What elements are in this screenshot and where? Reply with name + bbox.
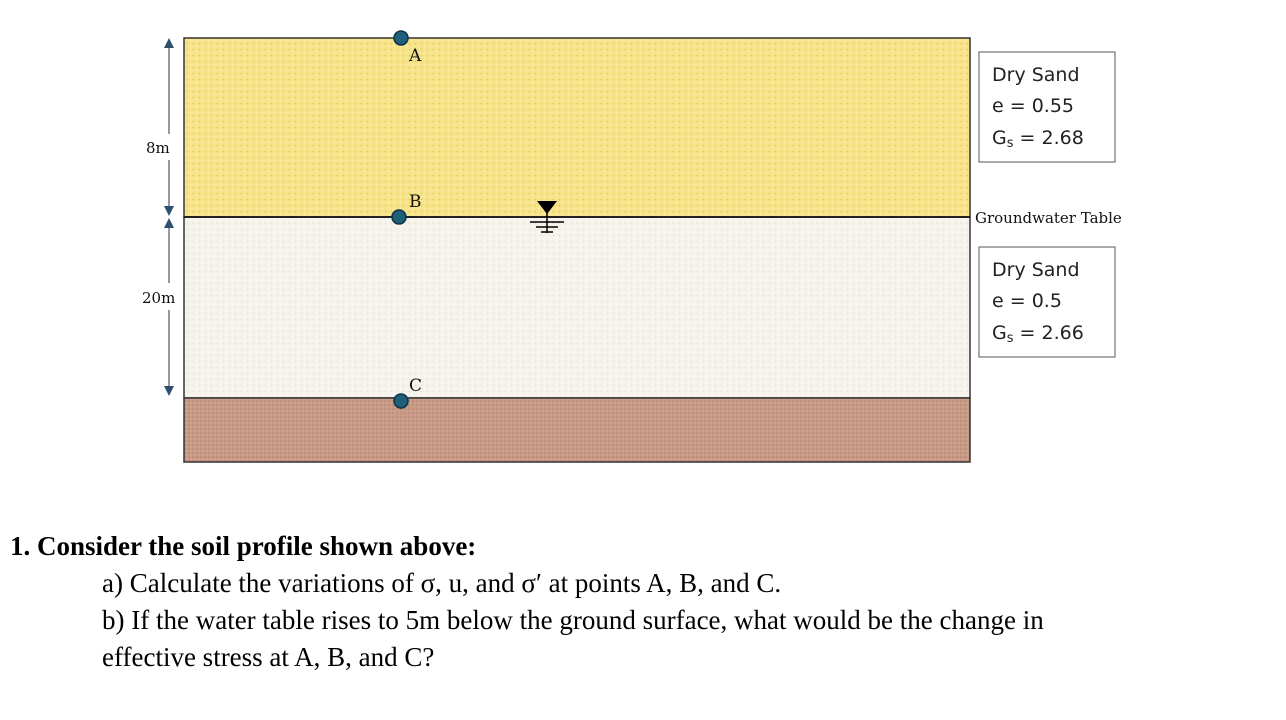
lower-layer-void-ratio: e = 0.5 — [992, 290, 1062, 312]
lower-layer-gs-value: = 2.66 — [1013, 322, 1084, 344]
bedrock-layer — [184, 398, 970, 462]
svg-text:Gs = 2.68 — [992, 127, 1084, 151]
arrow-up-icon — [164, 218, 174, 228]
question-block — [10, 528, 1280, 676]
upper-layer-gs-value: = 2.68 — [1013, 127, 1084, 149]
dimension-20m — [142, 218, 175, 396]
upper-layer-gs-symbol: G — [992, 127, 1007, 149]
dimension-label-bottom: 20m — [142, 289, 176, 307]
dry-sand-lower-layer — [184, 217, 970, 398]
arrow-up-icon — [164, 38, 174, 48]
lower-layer-properties-box — [979, 247, 1115, 357]
point-c-label: C — [409, 376, 423, 396]
question-part-b-continued: effective stress at A, B, and C? — [102, 642, 435, 672]
dimension-8m — [146, 38, 174, 216]
question-title: 1. Consider the soil profile shown above: — [10, 531, 477, 561]
lower-layer-gs-symbol: G — [992, 322, 1007, 344]
dimension-label-top: 8m — [146, 139, 170, 157]
upper-layer-void-ratio: e = 0.55 — [992, 95, 1074, 117]
question-part-a: a) Calculate the variations of σ, u, and σ′ at points A, B, and C. — [102, 568, 782, 598]
upper-layer-properties-box — [979, 52, 1115, 162]
lower-layer-gs-subscript: s — [1006, 331, 1014, 346]
point-b-label: B — [409, 192, 422, 212]
upper-layer-gs-subscript: s — [1006, 136, 1014, 151]
arrow-down-icon — [164, 206, 174, 216]
dry-sand-upper-layer — [184, 38, 970, 217]
question-part-b: b) If the water table rises to 5m below the ground surface, what would be the change in — [102, 605, 1044, 635]
arrow-down-icon — [164, 386, 174, 396]
groundwater-table-label: Groundwater Table — [975, 209, 1122, 227]
point-a-label: A — [409, 46, 422, 66]
upper-layer-name: Dry Sand — [992, 64, 1080, 86]
lower-layer-name: Dry Sand — [992, 259, 1080, 281]
svg-text:Gs = 2.66 — [992, 322, 1084, 346]
